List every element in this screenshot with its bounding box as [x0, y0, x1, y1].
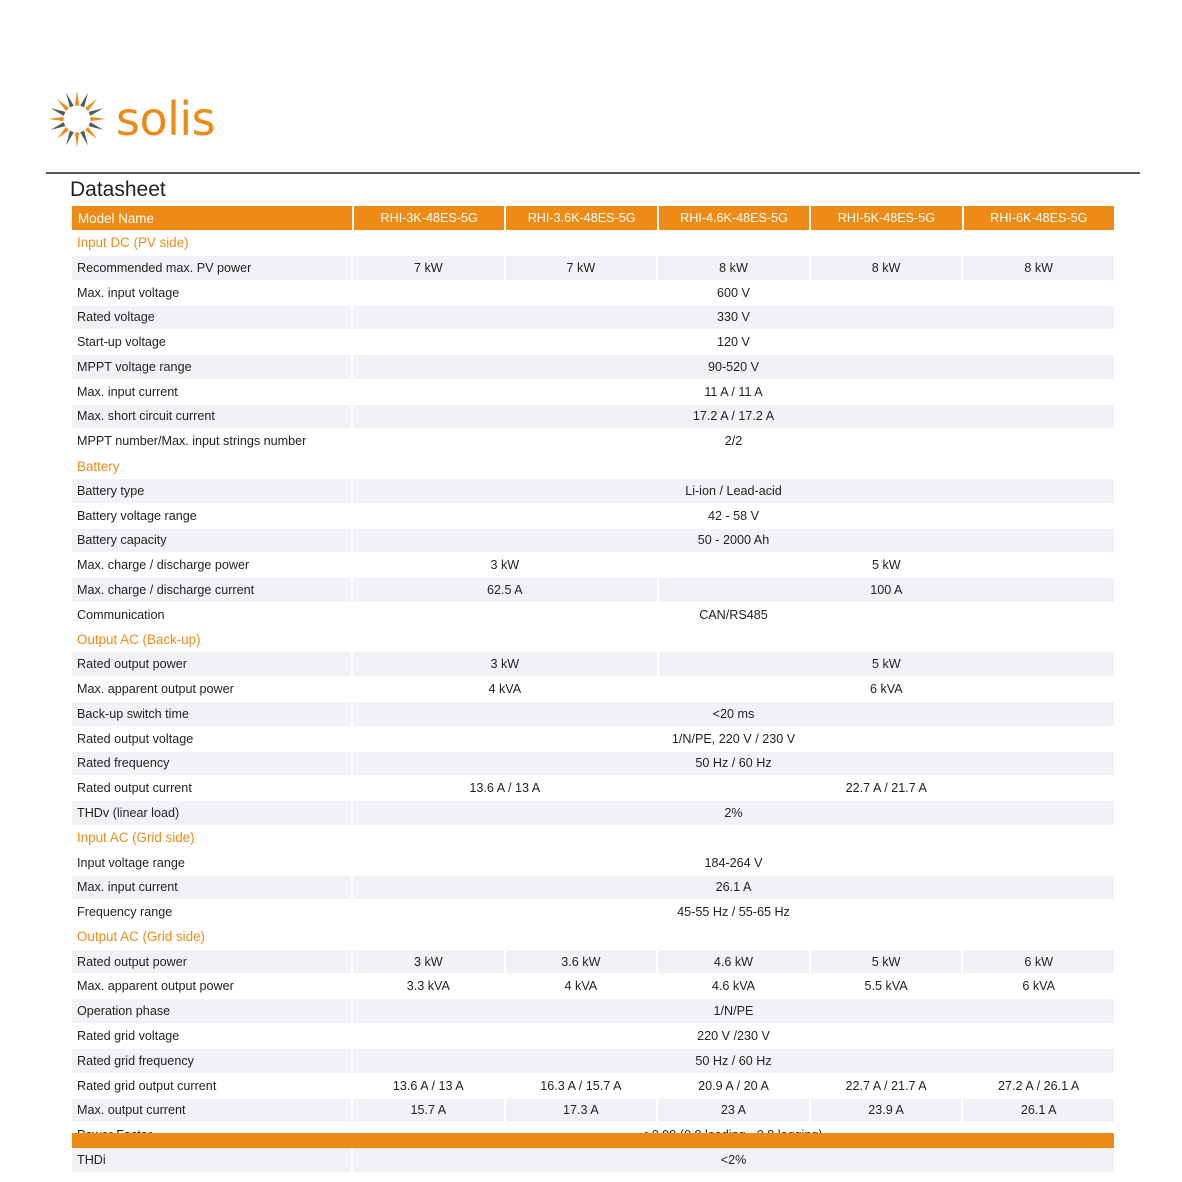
section-header-row	[72, 231, 1114, 255]
value-cell: 45-55 Hz / 55-65 Hz	[353, 900, 1114, 924]
spec-label: THDi	[72, 1148, 351, 1172]
value-cell: 20.9 A / 20 A	[658, 1074, 809, 1098]
value-cell: 17.3 A	[506, 1099, 657, 1123]
model-header-cell: RHI-3.6K-48ES-5G	[506, 206, 656, 230]
model-header-cell: RHI-6K-48ES-5G	[964, 206, 1114, 230]
table-row	[72, 553, 1114, 577]
table-row	[72, 578, 1114, 602]
table-row	[72, 950, 1114, 974]
spec-label: Max. apparent output power	[72, 677, 351, 701]
spec-label: Rated grid frequency	[72, 1049, 351, 1073]
value-cell: 3 kW	[353, 652, 657, 676]
table-row	[72, 603, 1114, 627]
value-cell: <2%	[353, 1148, 1114, 1172]
spec-label: Recommended max. PV power	[72, 256, 351, 280]
value-cell: Li-ion / Lead-acid	[353, 479, 1114, 503]
value-cell: 2/2	[353, 429, 1114, 453]
brand-logo	[46, 88, 215, 150]
section-filler	[353, 231, 1114, 255]
value-cell: 26.1 A	[353, 876, 1114, 900]
value-cell: CAN/RS485	[353, 603, 1114, 627]
brand-name: solis	[116, 92, 216, 146]
value-cell: 1/N/PE, 220 V / 230 V	[353, 727, 1114, 751]
spec-label: Rated output power	[72, 652, 351, 676]
spec-label: Max. output current	[72, 1099, 351, 1123]
value-cell: 50 Hz / 60 Hz	[353, 1049, 1114, 1073]
table-row	[72, 256, 1114, 280]
table-row	[72, 752, 1114, 776]
value-cell: 3 kW	[353, 950, 504, 974]
section-filler	[353, 826, 1114, 850]
section-filler	[353, 628, 1114, 652]
value-cell: 5 kW	[659, 553, 1114, 577]
spec-label: Input voltage range	[72, 851, 351, 875]
section-header-row	[72, 826, 1114, 850]
value-cell: 27.2 A / 26.1 A	[963, 1074, 1114, 1098]
table-row	[72, 776, 1114, 800]
spec-label: Rated grid voltage	[72, 1024, 351, 1048]
value-cell: 100 A	[659, 578, 1114, 602]
section-title: Battery	[72, 454, 351, 478]
table-row	[72, 999, 1114, 1023]
value-cell: 4.6 kVA	[658, 975, 809, 999]
table-row	[72, 801, 1114, 825]
spec-label: Rated frequency	[72, 752, 351, 776]
spec-label: Max. charge / discharge power	[72, 553, 351, 577]
spec-label: Max. input current	[72, 876, 351, 900]
value-cell: 5 kW	[811, 950, 962, 974]
model-header-cell: RHI-3K-48ES-5G	[354, 206, 504, 230]
table-row	[72, 1099, 1114, 1123]
table-row	[72, 1074, 1114, 1098]
header-label-cell: Model Name	[72, 206, 352, 230]
table-row	[72, 355, 1114, 379]
spec-label: Rated output voltage	[72, 727, 351, 751]
value-cell: 4.6 kW	[658, 950, 809, 974]
value-cell: 6 kVA	[659, 677, 1114, 701]
table-row	[72, 504, 1114, 528]
value-cell: 22.7 A / 21.7 A	[659, 776, 1114, 800]
value-cell: 23.9 A	[811, 1099, 962, 1123]
value-cell: 6 kVA	[963, 975, 1114, 999]
value-cell: 5 kW	[659, 652, 1114, 676]
value-cell: 23 A	[658, 1099, 809, 1123]
spec-label: MPPT number/Max. input strings number	[72, 429, 351, 453]
table-row	[72, 306, 1114, 330]
section-header-row	[72, 925, 1114, 949]
table-row	[72, 876, 1114, 900]
spec-label: Communication	[72, 603, 351, 627]
value-cell: 3.6 kW	[506, 950, 657, 974]
section-filler	[353, 454, 1114, 478]
spec-label: Max. input voltage	[72, 281, 351, 305]
spec-label: Battery type	[72, 479, 351, 503]
spec-label: Max. input current	[72, 380, 351, 404]
table-row	[72, 281, 1114, 305]
value-cell: 7 kW	[353, 256, 504, 280]
spec-label: Max. apparent output power	[72, 975, 351, 999]
value-cell: 4 kVA	[506, 975, 657, 999]
specifications-table	[72, 206, 1114, 1173]
value-cell: 184-264 V	[353, 851, 1114, 875]
spec-label: Back-up switch time	[72, 702, 351, 726]
value-cell: 3 kW	[353, 553, 657, 577]
table-row	[72, 975, 1114, 999]
spec-label: Start-up voltage	[72, 330, 351, 354]
spec-label: Rated voltage	[72, 306, 351, 330]
table-header-row	[72, 206, 1114, 230]
spec-label: Operation phase	[72, 999, 351, 1023]
value-cell: 15.7 A	[353, 1099, 504, 1123]
header-divider	[46, 172, 1140, 174]
section-filler	[353, 925, 1114, 949]
value-cell: 8 kW	[963, 256, 1114, 280]
footer-bar	[72, 1133, 1114, 1148]
section-header-row	[72, 454, 1114, 478]
value-cell: 26.1 A	[963, 1099, 1114, 1123]
table-row	[72, 380, 1114, 404]
value-cell: 120 V	[353, 330, 1114, 354]
model-header-cell: RHI-5K-48ES-5G	[811, 206, 961, 230]
spec-label: MPPT voltage range	[72, 355, 351, 379]
model-header-cell: RHI-4.6K-48ES-5G	[659, 206, 809, 230]
value-cell: 5.5 kVA	[811, 975, 962, 999]
table-row	[72, 1049, 1114, 1073]
spec-label: THDv (linear load)	[72, 801, 351, 825]
table-row	[72, 405, 1114, 429]
value-cell: 8 kW	[658, 256, 809, 280]
spec-label: Rated output current	[72, 776, 351, 800]
value-cell: 220 V /230 V	[353, 1024, 1114, 1048]
value-cell: 62.5 A	[353, 578, 657, 602]
table-row	[72, 900, 1114, 924]
table-row	[72, 1148, 1114, 1172]
value-cell: 7 kW	[506, 256, 657, 280]
value-cell: 1/N/PE	[353, 999, 1114, 1023]
value-cell: 16.3 A / 15.7 A	[506, 1074, 657, 1098]
value-cell: 90-520 V	[353, 355, 1114, 379]
section-title: Output AC (Grid side)	[72, 925, 351, 949]
value-cell: 50 - 2000 Ah	[353, 529, 1114, 553]
table-row	[72, 529, 1114, 553]
spec-label: Frequency range	[72, 900, 351, 924]
spec-label: Max. short circuit current	[72, 405, 351, 429]
section-header-row	[72, 628, 1114, 652]
table-row	[72, 429, 1114, 453]
value-cell: 50 Hz / 60 Hz	[353, 752, 1114, 776]
value-cell: 6 kW	[963, 950, 1114, 974]
spec-label: Max. charge / discharge current	[72, 578, 351, 602]
value-cell: 13.6 A / 13 A	[353, 776, 657, 800]
value-cell: 600 V	[353, 281, 1114, 305]
value-cell: 8 kW	[811, 256, 962, 280]
value-cell: 330 V	[353, 306, 1114, 330]
value-cell: 3.3 kVA	[353, 975, 504, 999]
table-row	[72, 677, 1114, 701]
table-row	[72, 479, 1114, 503]
spec-label: Rated output power	[72, 950, 351, 974]
spec-label: Rated grid output current	[72, 1074, 351, 1098]
value-cell: 42 - 58 V	[353, 504, 1114, 528]
table-row	[72, 652, 1114, 676]
section-title: Input AC (Grid side)	[72, 826, 351, 850]
table-row	[72, 702, 1114, 726]
table-row	[72, 851, 1114, 875]
spec-label: Battery capacity	[72, 529, 351, 553]
page-title: Datasheet	[70, 178, 166, 201]
value-cell: 17.2 A / 17.2 A	[353, 405, 1114, 429]
value-cell: 2%	[353, 801, 1114, 825]
value-cell: 22.7 A / 21.7 A	[811, 1074, 962, 1098]
value-cell: <20 ms	[353, 702, 1114, 726]
table-row	[72, 1024, 1114, 1048]
sun-icon	[46, 88, 108, 150]
spec-label: Battery voltage range	[72, 504, 351, 528]
value-cell: 4 kVA	[353, 677, 657, 701]
section-title: Input DC (PV side)	[72, 231, 351, 255]
table-row	[72, 330, 1114, 354]
value-cell: 13.6 A / 13 A	[353, 1074, 504, 1098]
value-cell: 11 A / 11 A	[353, 380, 1114, 404]
table-row	[72, 727, 1114, 751]
section-title: Output AC (Back-up)	[72, 628, 351, 652]
